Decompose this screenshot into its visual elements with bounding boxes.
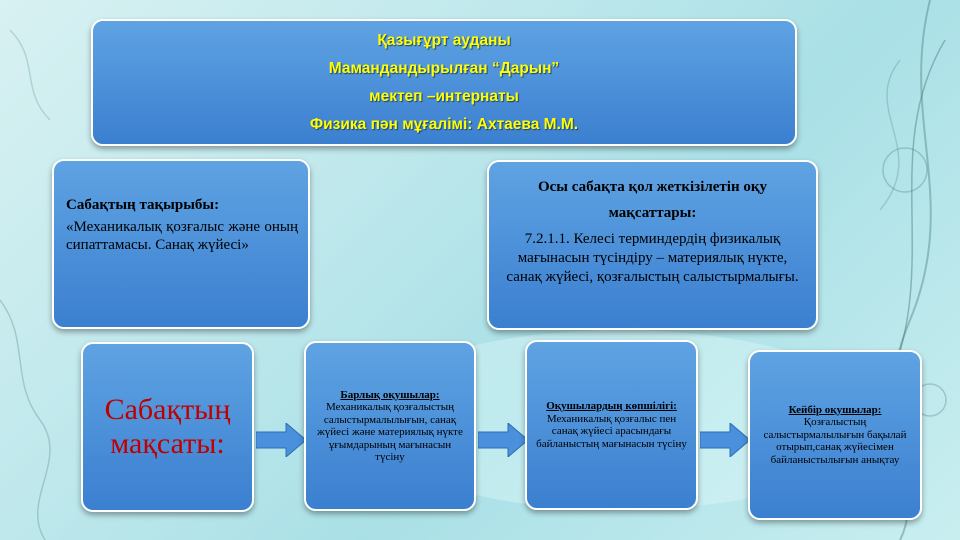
district-title: Қазығұрт ауданы — [377, 32, 511, 49]
most-students-box — [525, 340, 698, 510]
all-students-heading: Барлық оқушылар: — [340, 388, 440, 401]
most-students-text: Механикалық қозғалыс пен санақ жүйесі арасындағы байланыстың мағынасын түсіну — [536, 412, 687, 450]
learning-goals-box — [487, 160, 818, 330]
school-type: мектеп –интернаты — [369, 88, 519, 105]
lesson-topic-text: «Механикалық қозғалыс және оның сипаттамасы. Санақ жүйесі» — [66, 219, 298, 253]
lesson-purpose-box — [81, 342, 254, 512]
arrow-right-icon — [256, 423, 306, 457]
learning-goals-heading: Осы сабақта қол жеткізілетін оқу мақсаттары: — [537, 179, 768, 221]
some-students-text: Қозғалыстың салыстырмалылығын бақылай отырып,санақ жүйесімен байланыстылығын анықтау — [763, 416, 907, 466]
arrow-right-icon — [700, 423, 750, 457]
lesson-topic-box — [52, 159, 310, 329]
all-students-text: Механикалық қозғалыстың салыстырмалылығын, санақ жүйесі және материялық нүкте ұғымдарының мағынасын түсіну — [317, 401, 463, 463]
some-students-heading: Кейбір оқушылар: — [788, 403, 882, 416]
learning-goals-text: 7.2.1.1. Келесі терминдердің физикалық мағынасын түсіндіру – материялық нүкте, санақ жүйесі, қозғалыстың салыстырмалығы. — [506, 231, 799, 285]
school-name: Мамандандырылған “Дарын” — [328, 60, 560, 77]
lesson-topic-heading: Сабақтың тақырыбы: — [66, 197, 220, 213]
lesson-purpose-label: Сабақтың мақсаты: — [104, 393, 231, 460]
teacher-name: Физика пән мұғалімі: Ахтаева М.М. — [309, 116, 579, 133]
most-students-heading: Оқушылардың көпшілігі: — [546, 400, 677, 412]
arrow-right-icon — [478, 423, 528, 457]
school-header — [91, 19, 797, 146]
some-students-box — [748, 350, 922, 520]
all-students-box — [304, 341, 476, 511]
